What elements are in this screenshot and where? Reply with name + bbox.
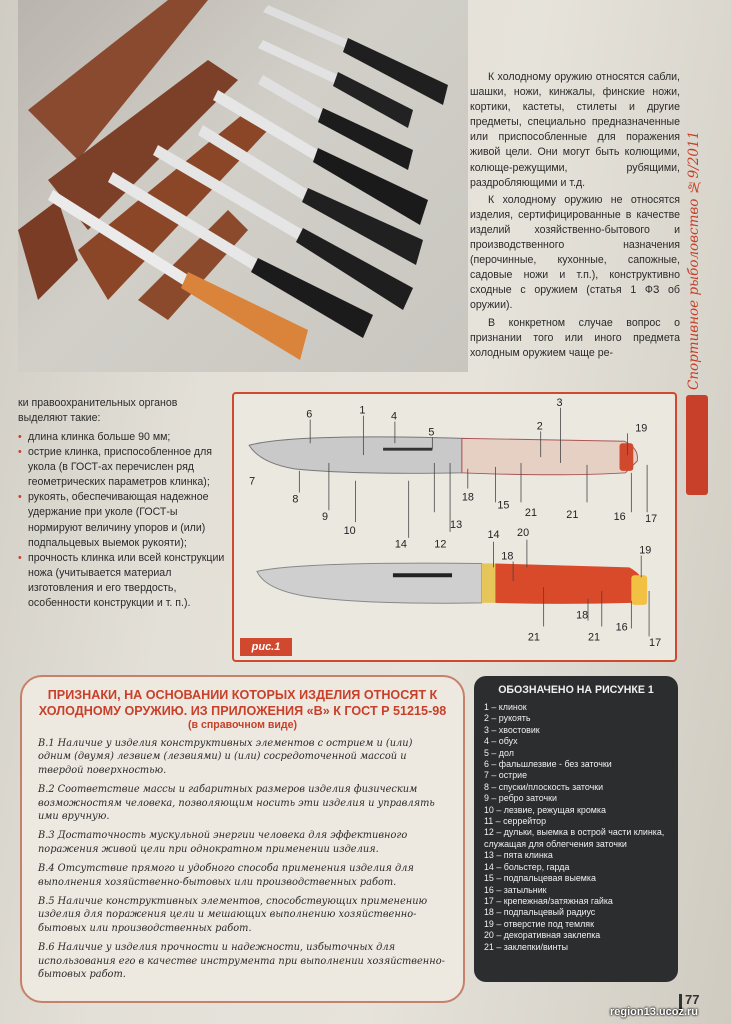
legend-item: 6 – фальшлезвие - без заточки [484, 759, 612, 770]
figure-label: рис.1 [240, 638, 292, 656]
sign-item: В.1 Наличие у изделия конструктивных элементов с острием и (или) одним (двумя) лезвием (лезвиями) и (или) сосредоточенной массой и твердой поверхностью. [38, 738, 413, 776]
callout-21-d: 21 [587, 631, 601, 644]
callout-16-b: 16 [615, 621, 628, 634]
callout-15: 15 [497, 499, 510, 512]
callout-20: 20 [517, 526, 530, 539]
legend-item: 2 – рукоять [484, 713, 531, 724]
callout-9: 9 [321, 511, 329, 524]
signs-title: ПРИЗНАКИ, НА ОСНОВАНИИ КОТОРЫХ ИЗДЕЛИЯ ОТНОСЯТ К ХОЛОДНОМУ ОРУЖИЮ. ИЗ ПРИЛОЖЕНИЯ «В» К ГОСТ Р 51215-98 [38, 688, 447, 718]
callout-14: 14 [394, 538, 407, 551]
sign-item: В.3 Достаточность мускульной энергии человека для эффективного поражения живой цели при однократном применении изделия. [38, 830, 408, 855]
legend-item: 21 – заклепки/винты [484, 941, 568, 952]
callout-16: 16 [613, 511, 626, 524]
intro-paragraph-2: К холодному оружию не относятся изделия, сертифицированные в качестве изделий хозяйственно-бытового и производственного назначения (перочинные, кухонные, сапожные, садовые ножи и т.п.), конструктивно сходные с оружием (статья 1 ФЗ об оружии). [470, 193, 680, 312]
legend-item: 20 – декоративная заклепка [484, 930, 601, 941]
side-accent-bar [686, 395, 708, 495]
callout-5: 5 [428, 426, 435, 439]
legend-item: 8 – спуски/плоскость заточки [484, 781, 604, 792]
intro-paragraph-1: К холодному оружию относятся сабли, шашки, ножи, кинжалы, финские ножи, кортики, кастеты, стилеты и другие предметы, специально предназначенные или приспособленные для поражения живой цели. Они могут быть колющими, колюще-режущими, рубящими, раздробляющими и т.д. [470, 71, 680, 189]
intro-text [470, 70, 680, 363]
callout-19: 19 [635, 422, 648, 435]
callout-18-c: 18 [576, 609, 589, 622]
sign-item: В.2 Соответствие массы и габаритных размеров изделия физическим возможностям человека, позволяющим носить эти изделия и управлять ими вручную. [38, 784, 435, 823]
legend-title: ОБОЗНАЧЕНО НА РИСУНКЕ 1 [498, 684, 654, 696]
callout-14-b: 14 [487, 528, 500, 541]
watermark: region13.ucoz.ru [610, 1006, 699, 1018]
callout-18: 18 [461, 491, 474, 504]
magazine-side-title: Спортивное рыболовство №9/2011 [686, 130, 702, 390]
callout-17-b: 17 [649, 637, 662, 650]
legend-item: 13 – пята клинка [484, 850, 553, 861]
legend-item: 18 – подпальцевый радиус [484, 907, 596, 918]
legend-item: 17 – крепежная/затяжная гайка [484, 895, 613, 906]
callout-12: 12 [434, 538, 447, 551]
sign-item: В.5 Наличие конструктивных элементов, способствующих применению изделия для поражения цели и мешающих выполнению хозяйственно-бытовых или производственных работ. [38, 896, 428, 934]
callout-1: 1 [359, 404, 366, 417]
legend-item: 3 – хвостовик [484, 724, 540, 735]
callout-18-b: 18 [501, 550, 514, 563]
knife-diagram-svg [234, 394, 675, 660]
sign-item: В.6 Наличие у изделия прочности и надежности, избыточных для использования его в качестве инструмента при выполнении хозяйственно-бытовых работ. [38, 942, 445, 981]
signs-subtitle: (в справочном виде) [187, 719, 298, 731]
callout-13: 13 [450, 518, 463, 531]
callout-21b: 21 [566, 509, 579, 522]
knife-diagram [232, 392, 677, 662]
legend-item: 11 – серрейтор [484, 816, 547, 827]
callout-2: 2 [536, 420, 543, 433]
criteria-list [18, 430, 228, 611]
knives-illustration [18, 0, 468, 372]
gost-signs-box [20, 675, 465, 1003]
callout-4: 4 [390, 410, 397, 423]
sign-item: В.4 Отсутствие прямого и удобного способа применения изделия для выполнения хозяйственно-бытовых или производственных работ. [38, 863, 414, 888]
legend-item: 1 – клинок [484, 702, 527, 712]
callout-21: 21 [524, 507, 537, 520]
callout-8: 8 [292, 493, 299, 506]
legend-item: 15 – подпальцевая выемка [484, 873, 596, 884]
legend-list [484, 702, 668, 953]
callout-6: 6 [306, 408, 313, 421]
callout-3: 3 [556, 396, 563, 409]
legend-item: 9 – ребро заточки [484, 793, 557, 804]
intro-paragraph-3: В конкретном случае вопрос о признании того или иного предмета холодным оружием чаще ре- [470, 316, 680, 359]
callout-19-b: 19 [639, 544, 652, 557]
knives-photo [18, 0, 468, 372]
page-number: 77 [685, 992, 700, 1007]
criteria-item: • острие клинка, приспособленное для укола (в ГОСТ-ах перечислен ряд геометрических параметров клинка); [18, 445, 228, 490]
legend-item: 14 – больстер, гарда [484, 861, 570, 872]
legend-item: 7 – острие [484, 770, 528, 781]
legend-item: 10 – лезвие, режущая кромка [484, 804, 606, 815]
callout-17: 17 [645, 513, 658, 526]
legend-item: 4 – обух [484, 736, 518, 747]
legend-item: 12 – дульки, выемка в острой части клинка, служащая для облегчения заточки [484, 827, 665, 849]
criteria-item: • прочность клинка или всей конструкции ножа (учитывается материал изготовления и его твердость, особенности конструкции и т. п.). [18, 551, 228, 611]
legend-item: 19 – отверстие под темляк [484, 918, 594, 929]
legend-item: 16 – затыльник [484, 884, 547, 895]
figure-legend [474, 676, 678, 982]
callout-21-c: 21 [527, 631, 540, 644]
intro-tail: ки правоохранительных органов выделяют такие: [18, 397, 178, 425]
callout-10: 10 [343, 524, 356, 537]
legend-item: 5 – дол [484, 747, 514, 758]
criteria-item: • рукоять, обеспечивающая надежное удержание при уколе (ГОСТ-ы нормируют величину упоров и (или) подпальцевых выемок рукояти); [18, 490, 228, 550]
criteria-item: • длина клинка больше 90 мм; [18, 430, 228, 445]
callout-7: 7 [249, 475, 256, 488]
